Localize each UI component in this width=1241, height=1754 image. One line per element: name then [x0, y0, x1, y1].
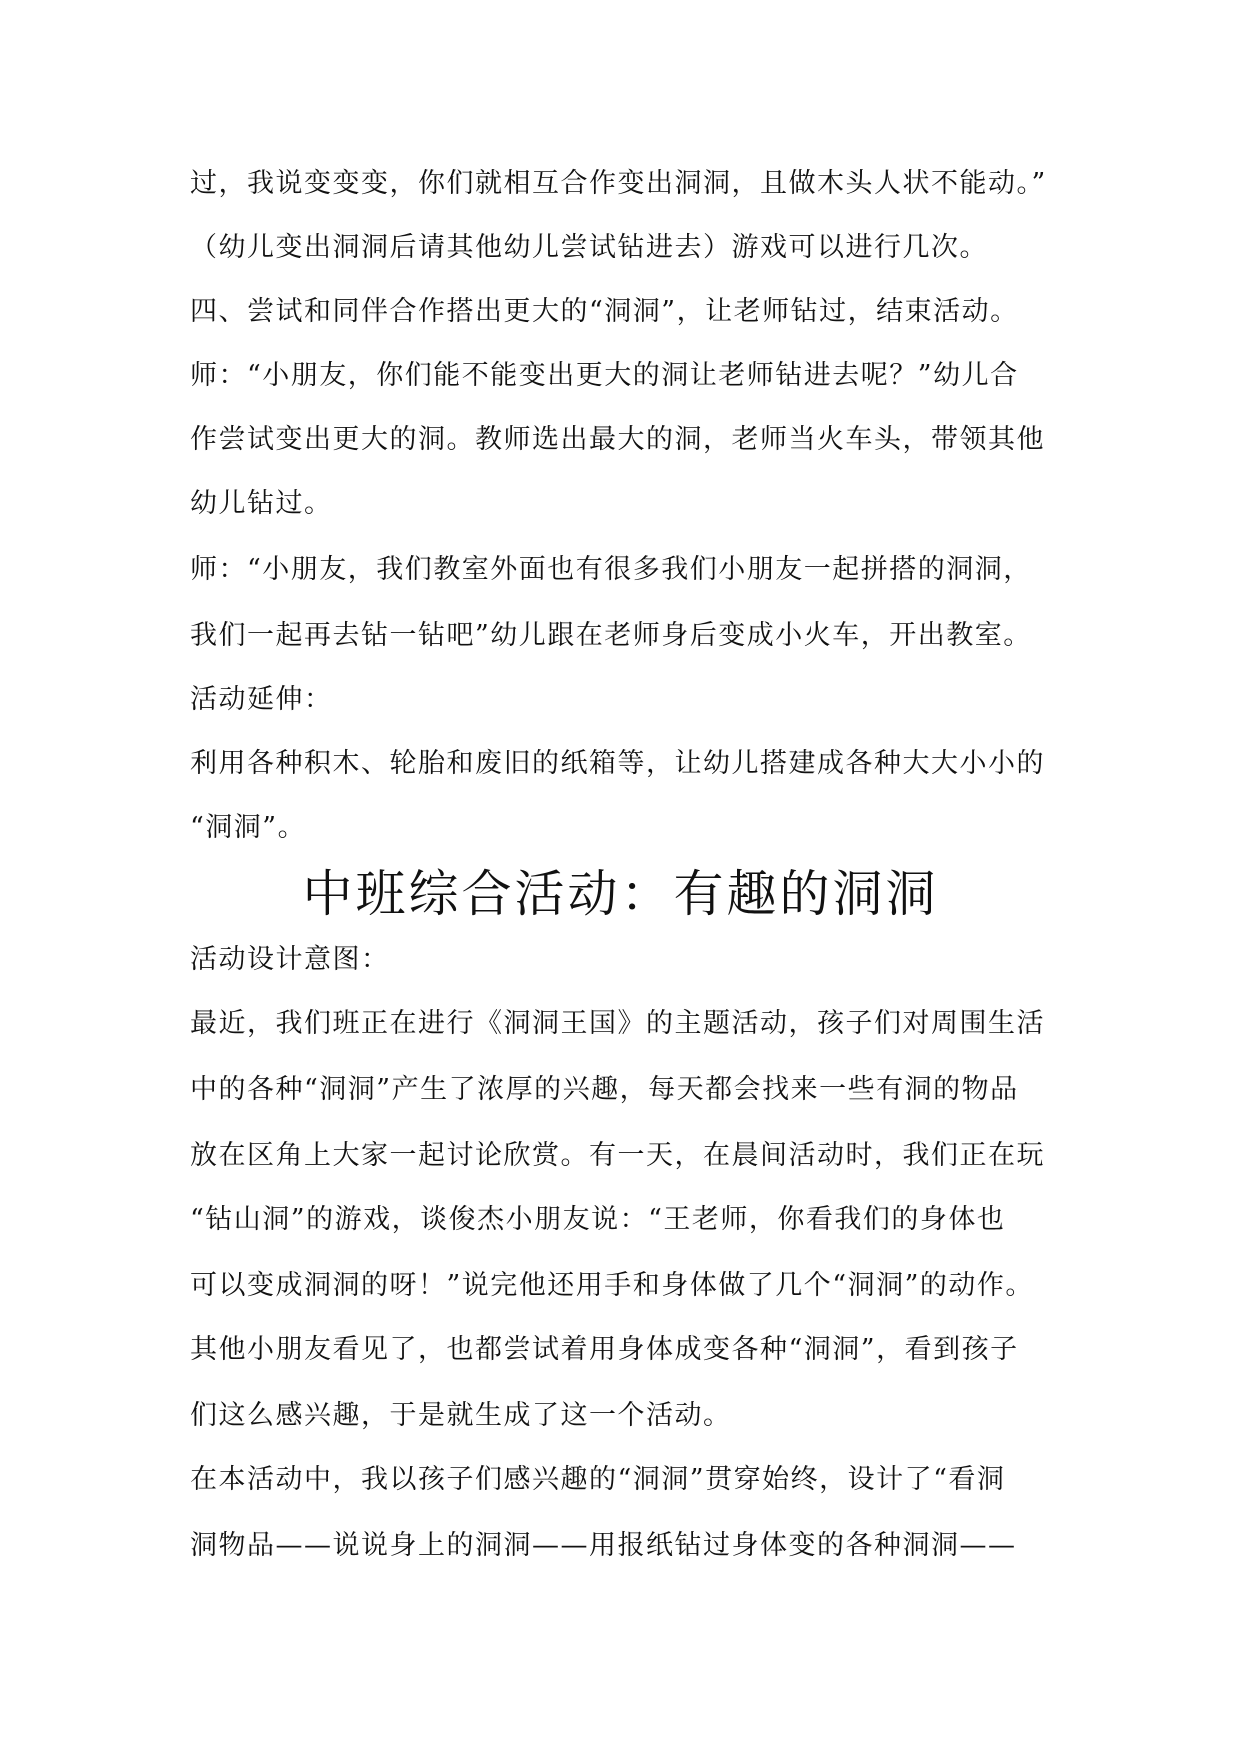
- paragraph-line: 师：“小朋友，你们能不能变出更大的洞让老师钻进去呢？”幼儿合: [190, 360, 1019, 391]
- paragraph-line: 放在区角上大家一起讨论欣赏。有一天，在晨间活动时，我们正在玩: [190, 1140, 1045, 1171]
- paragraph-line: 们这么感兴趣，于是就生成了这一个活动。: [190, 1400, 732, 1431]
- paragraph-line: 在本活动中，我以孩子们感兴趣的“洞洞”贯穿始终，设计了“看洞: [190, 1464, 1006, 1495]
- paragraph-line: 洞物品——说说身上的洞洞——用报纸钻过身体变的各种洞洞——: [190, 1530, 1017, 1561]
- paragraph-line: “洞洞”。: [190, 812, 307, 843]
- paragraph-line: 我们一起再去钻一钻吧”幼儿跟在老师身后变成小火车，开出教室。: [190, 620, 1032, 651]
- paragraph-line: 中的各种“洞洞”产生了浓厚的兴趣，每天都会找来一些有洞的物品: [190, 1074, 1019, 1105]
- paragraph-line: 利用各种积木、轮胎和废旧的纸箱等，让幼儿搭建成各种大大小小的: [190, 748, 1045, 779]
- paragraph-line: “钻山洞”的游戏，谈俊杰小朋友说：“王老师，你看我们的身体也: [190, 1204, 1006, 1235]
- paragraph-line: 最近，我们班正在进行《洞洞王国》的主题活动，孩子们对周围生活: [190, 1008, 1045, 1039]
- document-title: 中班综合活动：有趣的洞洞: [302, 865, 939, 923]
- paragraph-line: 其他小朋友看见了，也都尝试着用身体成变各种“洞洞”，看到孩子: [190, 1334, 1019, 1365]
- paragraph-line: 过，我说变变变，你们就相互合作变出洞洞，且做木头人状不能动。”: [190, 168, 1047, 199]
- section-heading: 活动设计意图：: [190, 944, 390, 975]
- paragraph-line: 幼儿钻过。: [190, 488, 333, 519]
- paragraph-line: 四、尝试和同伴合作搭出更大的“洞洞”，让老师钻过，结束活动。: [190, 296, 1019, 327]
- paragraph-line: 师：“小朋友，我们教室外面也有很多我们小朋友一起拼搭的洞洞，: [190, 554, 1032, 585]
- paragraph-line: （幼儿变出洞洞后请其他幼儿尝试钻进去）游戏可以进行几次。: [190, 232, 988, 263]
- paragraph-line: 作尝试变出更大的洞。教师选出最大的洞，老师当火车头，带领其他: [190, 424, 1045, 455]
- paragraph-line: 可以变成洞洞的呀！”说完他还用手和身体做了几个“洞洞”的动作。: [190, 1270, 1034, 1301]
- section-heading: 活动延伸：: [190, 684, 333, 715]
